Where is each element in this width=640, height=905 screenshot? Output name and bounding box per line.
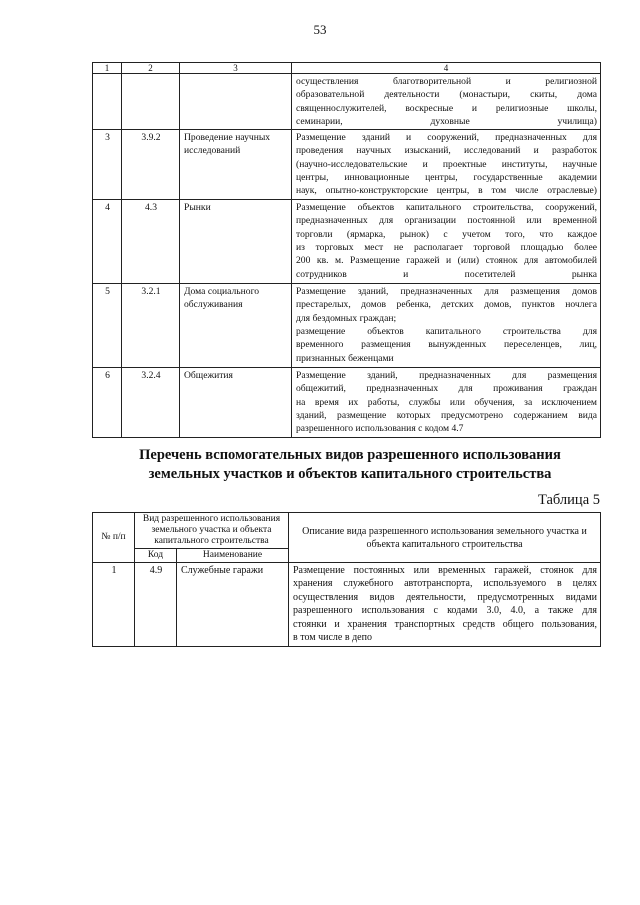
- permitted-use-table-continued: [92, 62, 601, 438]
- use-name: Дома социального обслуживания: [180, 284, 292, 368]
- description-line: для бездомных граждан;: [296, 312, 397, 324]
- description-line: на время их работы, службы или обучения, за исключением: [296, 396, 597, 408]
- description-line: общежитий, предназначенных для проживания граждан: [296, 383, 597, 395]
- heading-line: Перечень вспомогательных видов разрешенного использования: [139, 447, 561, 463]
- row-number: 1: [93, 563, 135, 647]
- table-row: [93, 200, 601, 284]
- column-number: 3: [180, 63, 292, 74]
- column-number: 1: [93, 63, 122, 74]
- row-number: 5: [93, 284, 122, 368]
- use-description: [292, 284, 601, 368]
- use-name: Рынки: [180, 200, 292, 284]
- use-code: 4.9: [135, 563, 177, 647]
- row-number: [93, 74, 122, 130]
- description-line: осуществления видов деятельности, предусмотренных видами: [293, 591, 597, 603]
- description-line: священнослужителей, воскресные и религиозные школы,: [296, 102, 597, 114]
- use-description: [292, 200, 601, 284]
- description-line: Размещение зданий и сооружений, предназначенных для: [296, 132, 597, 144]
- header-code: Код: [135, 549, 177, 563]
- header-description: Описание вида разрешенного использования земельного участка и объекта капитального строительства: [289, 513, 601, 563]
- use-name: Служебные гаражи: [177, 563, 289, 647]
- use-name: Проведение научных исследований: [180, 130, 292, 200]
- use-code: 3.9.2: [122, 130, 180, 200]
- description-line: предназначенных для организации постоянной или временной: [296, 215, 597, 227]
- description-line: размещение объектов капитального строительства для: [296, 326, 597, 338]
- use-name: Общежития: [180, 368, 292, 438]
- use-code: 3.2.1: [122, 284, 180, 368]
- description-line: временного размещения вынужденных переселенцев, лиц,: [296, 339, 597, 351]
- description-line: Размещение объектов капитального строительства, сооружений,: [296, 202, 597, 214]
- description-line: в том числе в депо: [293, 632, 372, 644]
- row-number: 3: [93, 130, 122, 200]
- use-description: [292, 74, 601, 130]
- table-row: [93, 368, 601, 438]
- table-row: [93, 284, 601, 368]
- table-row: [93, 563, 601, 647]
- header-use-kind: Вид разрешенного использования земельного участка и объекта капитального строительства: [135, 513, 289, 549]
- description-line: Размещение постоянных или временных гаражей, стоянок для: [293, 565, 597, 576]
- description-line: разрешенного использования с кодами 3.0, 4.0, а также для: [293, 605, 597, 617]
- description-line: зданий, размещение которых предусмотрено содержанием вида: [296, 410, 597, 422]
- description-line: образовательной деятельности (монастыри, скиты, дома: [296, 89, 597, 101]
- use-description: [292, 368, 601, 438]
- description-line: осуществления благотворительной и религиозной: [296, 76, 597, 87]
- table-header-row: [93, 513, 601, 549]
- description-line: торговли (ярмарка, рынок) с учетом того, что каждое: [296, 228, 597, 240]
- use-description: [292, 130, 601, 200]
- heading-line: земельных участков и объектов капитального строительства: [148, 466, 552, 482]
- use-code: 4.3: [122, 200, 180, 284]
- description-line: центры, инновационные центры, государственные академии: [296, 172, 597, 184]
- column-number-row: [93, 63, 601, 74]
- description-line: Размещение зданий, предназначенных для размещения: [296, 370, 597, 382]
- description-line: престарелых, домов ребенка, детских домов, пунктов ночлега: [296, 299, 597, 311]
- page-number: 53: [313, 22, 327, 37]
- description-line: семинарии, духовные училища): [296, 115, 597, 127]
- description-line: разрешенного использования с кодом 4.7: [296, 423, 464, 435]
- table-caption: Таблица 5: [537, 492, 600, 508]
- header-name: Наименование: [177, 549, 289, 563]
- description-line: признанных беженцами: [296, 352, 394, 364]
- use-code: 3.2.4: [122, 368, 180, 438]
- column-number: 4: [292, 63, 601, 74]
- use-code: [122, 74, 180, 130]
- description-line: (научно-исследовательские и проектные институты, научные: [296, 158, 597, 170]
- description-line: сотрудников и посетителей рынка: [296, 268, 597, 280]
- column-number: 2: [122, 63, 180, 74]
- description-line: наук, опытно-конструкторские центры, в том числе отраслевые): [296, 185, 597, 197]
- section-heading: [100, 446, 600, 484]
- description-line: 200 кв. м. Размещение гаражей и (или) стоянок для автомобилей: [296, 255, 597, 267]
- auxiliary-use-table: [92, 512, 601, 647]
- description-line: из торговых мест не располагает торговой площадью более: [296, 242, 597, 254]
- table-row: [93, 130, 601, 200]
- description-line: проведения научных изысканий, исследований и разработок: [296, 145, 597, 157]
- description-line: Размещение зданий, предназначенных для размещения домов: [296, 286, 597, 298]
- use-description: [289, 563, 601, 647]
- use-name: [180, 74, 292, 130]
- header-row-number: № п/п: [93, 513, 135, 563]
- description-line: хранения служебного автотранспорта, используемого в целях: [293, 578, 597, 590]
- row-number: 4: [93, 200, 122, 284]
- description-line: стоянки и хранения транспортных средств общего пользования,: [293, 618, 597, 630]
- table-row: [93, 74, 601, 130]
- row-number: 6: [93, 368, 122, 438]
